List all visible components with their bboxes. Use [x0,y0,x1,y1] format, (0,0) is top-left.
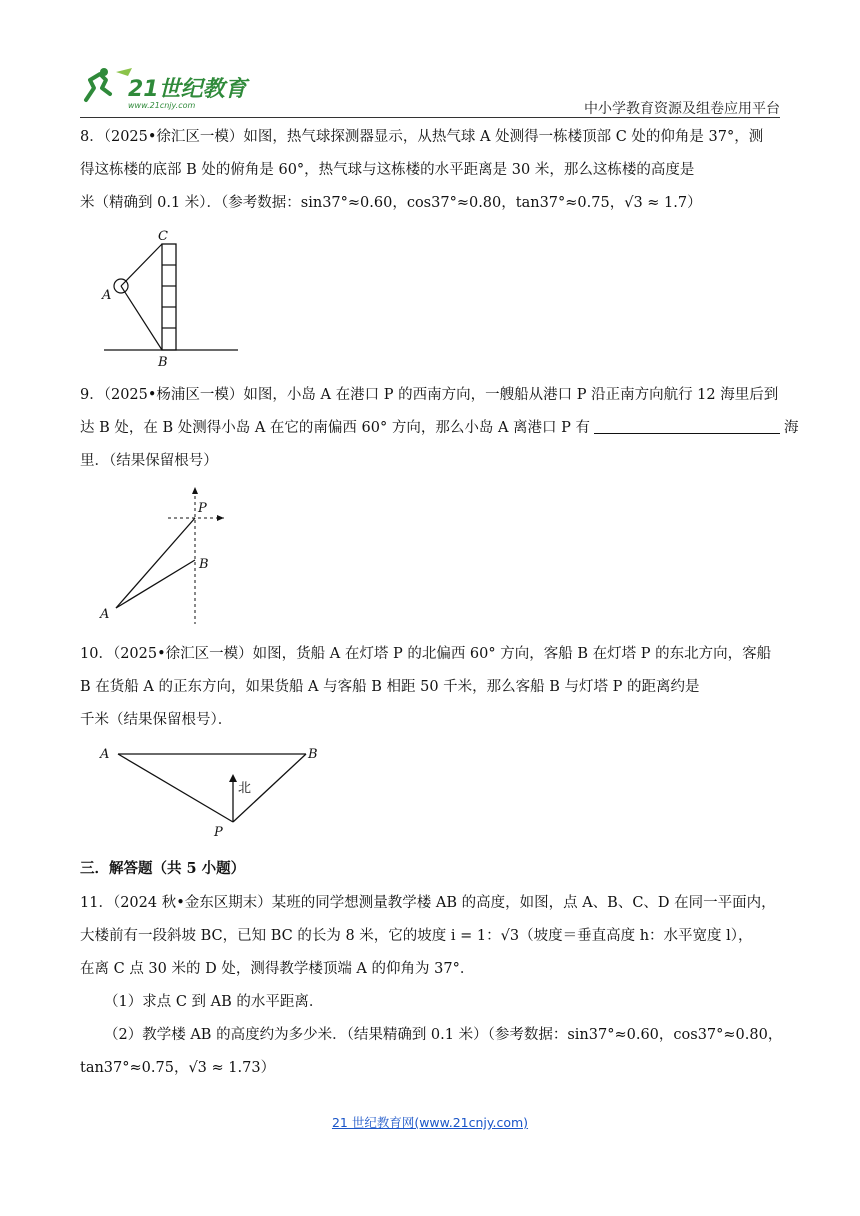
q9-label-a: A [100,607,110,622]
site-logo [80,66,250,112]
footer [0,1113,860,1131]
q10-label-a: A [100,747,110,762]
q8-line3: 米（精确到 0.1 米）．（参考数据：sin37°≈0.60，cos37°≈0.80，tan37°≈0.75，√3 ≈ 1.7） [80,195,702,211]
logo-text: 21世纪教育 [128,77,247,102]
q11-line3: 在离 C 点 30 米的 D 处，测得教学楼顶端 A 的仰角为 37°． [80,961,475,977]
q10-line3: 千米（结果保留根号）． [80,712,233,728]
q10-figure [96,740,326,840]
q8-line2: 得这栋楼的底部 B 处的俯角是 60°，热气球与这栋楼的水平距离是 30 米，那么这栋楼的高度是 [80,162,695,178]
q8-label-b: B [158,355,168,370]
q11-sub2b: tan37°≈0.75，√3 ≈ 1.73） [80,1060,276,1076]
q9-line2-text: 达 B 处，在 B 处测得小岛 A 在它的南偏西 60° 方向，那么小岛 A 离港口 P 有 [80,420,591,436]
q8-figure [96,224,246,370]
q11-sub2: （2）教学楼 AB 的高度约为多少米．（结果精确到 0.1 米）（参考数据：sin37°≈0.60，cos37°≈0.80， [104,1027,783,1043]
footer-link[interactable]: 21 世纪教育网(www.21cnjy.com) [331,1115,529,1130]
header-platform-text: 中小学教育资源及组卷应用平台 [584,101,780,117]
logo-url: www.21cnjy.com [128,101,196,110]
q10-line2: B 在货船 A 的正东方向，如果货船 A 与客船 B 相距 50 千米，那么客船 B 与灯塔 P 的距离约是 [80,679,700,695]
q9-answer-blank[interactable] [594,417,780,434]
q11-sub1: （1）求点 C 到 AB 的水平距离． [104,994,324,1010]
q11-line2: 大楼前有一段斜坡 BC，已知 BC 的长为 8 米，它的坡度 i = 1：√3（坡度＝垂直高度 h：水平宽度 l）， [80,928,753,944]
q8-label-c: C [158,229,168,244]
q10-line1: 10．（2025•徐汇区一模）如图，货船 A 在灯塔 P 的北偏西 60° 方向，客船 B 在灯塔 P 的东北方向，客船 [80,646,772,662]
q9-line2-end: 海 [784,420,799,436]
q10-label-p: P [214,825,223,840]
q9-figure [96,484,236,624]
q9-label-p: P [198,501,207,516]
q10-label-north: 北 [238,781,252,796]
q9-line2 [80,415,799,441]
q11-line1: 11．（2024 秋•金东区期末）某班的同学想测量教学楼 AB 的高度，如图，点 A、B、C、D 在同一平面内， [80,895,776,911]
q8-label-a: A [102,288,112,303]
q10-label-b: B [308,747,318,762]
q9-label-b: B [199,557,209,572]
section-title: 三．解答题（共 5 小题） [80,860,246,877]
header-divider [80,117,780,118]
q9-line3: 里．（结果保留根号） [80,453,218,469]
q8-line1: 8．（2025•徐汇区一模）如图，热气球探测器显示，从热气球 A 处测得一栋楼顶部 C 处的仰角是 37°，测 [80,129,764,145]
q9-line1: 9．（2025•杨浦区一模）如图，小岛 A 在港口 P 的西南方向，一艘船从港口 P 沿正南方向航行 12 海里后到 [80,387,779,403]
